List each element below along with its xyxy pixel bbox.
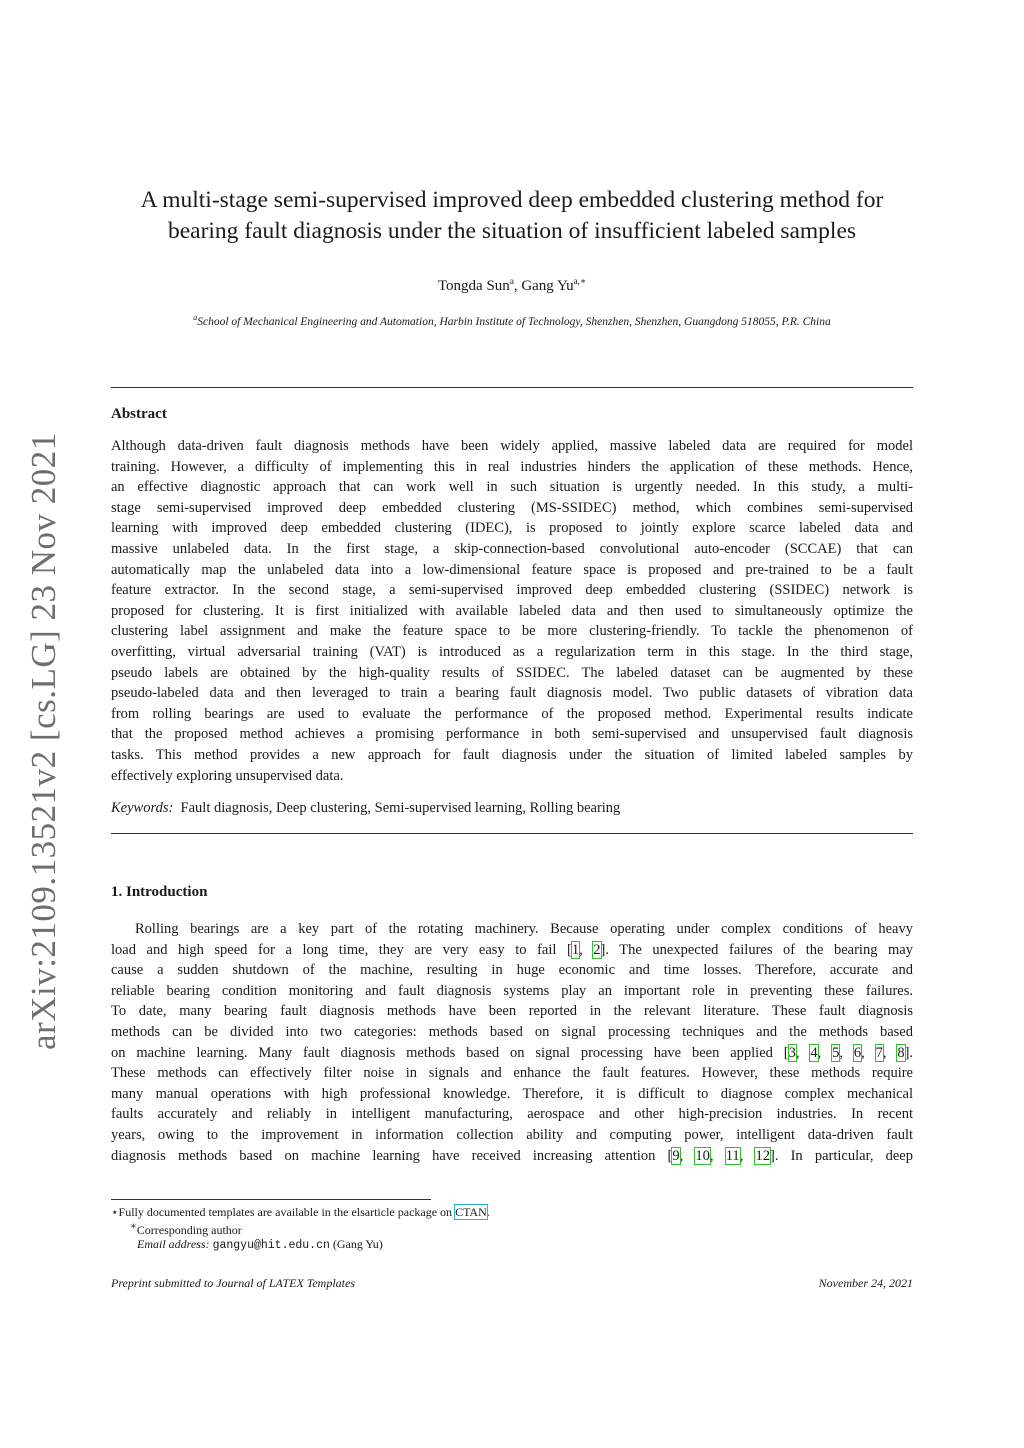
citation-3[interactable]: 3 bbox=[788, 1044, 796, 1061]
abstract-top-rule bbox=[111, 387, 913, 388]
abstract-line: clustering label assignment and make the feature space to be more clustering-friendly. To tackle the phenomenon of bbox=[111, 623, 913, 640]
abstract-heading: Abstract bbox=[111, 406, 167, 422]
intro-line-9: many manual operations with high professional knowledge. Therefore, it is difficult to diagnose complex mechanical bbox=[111, 1085, 913, 1102]
footnote-asterisk-mark: ∗ bbox=[130, 1221, 137, 1232]
intro-line-12: diagnosis methods based on machine learning have received increasing attention [9, 10, 11, 12]. In particular, deep bbox=[111, 1147, 913, 1164]
citation-12[interactable]: 12 bbox=[755, 1147, 770, 1164]
abstract-line: pseudo labels are obtained by the high-quality results of SSIDEC. The labeled dataset can be augmented by these bbox=[111, 664, 913, 681]
intro-line-6: methods can be divided into two categories: methods based on signal processing techniques and the methods based bbox=[111, 1023, 913, 1040]
citation-10[interactable]: 10 bbox=[695, 1147, 710, 1164]
abstract-line: an effective diagnostic approach that can work well in such situation is urgently needed. In this study, a multi- bbox=[111, 479, 913, 496]
footnote-rule bbox=[111, 1199, 431, 1200]
introduction-body bbox=[111, 919, 913, 1166]
abstract-line: feature extractor. In the second stage, a semi-supervised improved deep embedded clustering (SSIDEC) network is bbox=[111, 582, 913, 599]
intro-line-7: on machine learning. Many fault diagnosis methods based on signal processing have been applied [3, 4, 5, 6, 7, 8]. bbox=[111, 1044, 914, 1061]
abstract-line: pseudo-labeled data and then leveraged to train a bearing fault diagnosis model. Two public datasets of vibration data bbox=[111, 685, 913, 702]
citation-7[interactable]: 7 bbox=[875, 1044, 883, 1061]
author-separator: , bbox=[513, 278, 522, 294]
abstract-line: that the proposed method achieves a promising performance in both semi-supervised and unsupervised fault diagnosis bbox=[111, 726, 913, 743]
footer-date: November 24, 2021 bbox=[818, 1276, 913, 1290]
arxiv-identifier: arXiv:2109.13521v2 [cs.LG] 23 Nov 2021 bbox=[24, 432, 63, 1050]
affiliation bbox=[0, 313, 1024, 328]
intro-line-8: These methods can effectively filter noise in signals and enhance the fault features. However, these methods require bbox=[111, 1065, 913, 1082]
email-owner: (Gang Yu) bbox=[332, 1237, 383, 1251]
author-1: Tongda Sun bbox=[437, 278, 510, 294]
footnote-corresponding bbox=[130, 1221, 242, 1238]
citation-6[interactable]: 6 bbox=[853, 1044, 862, 1061]
abstract-body bbox=[111, 436, 913, 786]
abstract-line: training. However, a difficulty of implementing this in real industries hinders the application of these methods. Hence, bbox=[111, 458, 913, 475]
author-list bbox=[0, 276, 1024, 295]
email-label: Email address: bbox=[137, 1237, 210, 1251]
citation-11[interactable]: 11 bbox=[725, 1147, 740, 1164]
abstract-line: Although data-driven fault diagnosis methods have been widely applied, massive labeled data are required for model bbox=[111, 438, 913, 454]
abstract-bottom-rule bbox=[111, 833, 913, 834]
citation-8[interactable]: 8 bbox=[897, 1044, 905, 1061]
intro-line-3: cause a sudden shutdown of the machine, resulting in huge economic and time losses. Therefore, accurate and bbox=[111, 962, 913, 979]
title-line-1: A multi-stage semi-supervised improved deep embedded clustering method for bbox=[140, 187, 884, 213]
citation-2[interactable]: 2 bbox=[593, 941, 601, 958]
paper-title bbox=[0, 185, 1024, 247]
keywords bbox=[111, 800, 620, 817]
intro-line-1: Rolling bearings are a key part of the rotating machinery. Because operating under complex conditions of heavy bbox=[135, 921, 913, 937]
keywords-text: Fault diagnosis, Deep clustering, Semi-supervised learning, Rolling bearing bbox=[180, 800, 621, 816]
abstract-line: proposed for clustering. It is first initialized with available labeled data and then used to simultaneously optimize the bbox=[111, 602, 913, 619]
abstract-line: learning with improved deep embedded clustering (IDEC), is proposed to jointly explore scarce labeled data and bbox=[111, 520, 913, 537]
ctan-link[interactable]: CTAN bbox=[455, 1205, 487, 1219]
footnote-corresponding-text: Corresponding author bbox=[136, 1223, 242, 1237]
author-2-affil-mark: a,∗ bbox=[573, 276, 587, 286]
footnote-templates-text: Fully documented templates are available in the elsarticle package on bbox=[118, 1205, 456, 1219]
intro-line-4: reliable bearing condition monitoring and fault diagnosis systems play an important role in preventing these failures. bbox=[111, 982, 913, 999]
intro-line-5: To date, many bearing fault diagnosis methods have been reported in the relevant literature. These fault diagnosis bbox=[111, 1003, 913, 1020]
intro-line-11: years, owing to the improvement in information collection ability and computing power, intelligent data-driven fault bbox=[111, 1126, 913, 1143]
abstract-line: massive unlabeled data. In the first stage, a skip-connection-based convolutional auto-encoder (SCCAE) that can bbox=[111, 540, 913, 557]
abstract-line: from rolling bearings are used to evaluate the performance of the proposed method. Experimental results indicate bbox=[111, 705, 913, 722]
author-1-affil-mark: a bbox=[509, 276, 514, 286]
abstract-line: overfitting, virtual adversarial training (VAT) is introduced as a regularization term in this stage. In the third stage, bbox=[111, 643, 913, 660]
footer-left: Preprint submitted to Journal of LATEX Templates bbox=[111, 1276, 356, 1290]
title-line-2: bearing fault diagnosis under the situation of insufficient labeled samples bbox=[167, 218, 857, 244]
citation-1[interactable]: 1 bbox=[571, 941, 580, 958]
affiliation-mark: a bbox=[193, 313, 198, 322]
abstract-line: automatically map the unlabeled data into a low-dimensional feature space is proposed and pre-trained to be a fault bbox=[111, 561, 913, 578]
affiliation-text: School of Mechanical Engineering and Automation, Harbin Institute of Technology, Shenzhen, Shenzhen, Guangdong 518055, P.R. China bbox=[197, 315, 831, 328]
intro-line-10: faults accurately and reliably in intelligent manufacturing, aerospace and other high-precision industries. In recent bbox=[111, 1106, 913, 1123]
abstract-line: effectively exploring unsupervised data. bbox=[111, 767, 344, 784]
abstract-line: stage semi-supervised improved deep embedded clustering (MS-SSIDEC) method, which combines semi-supervised bbox=[111, 499, 913, 516]
section-heading-introduction: 1. Introduction bbox=[111, 884, 208, 900]
citation-4[interactable]: 4 bbox=[810, 1044, 818, 1061]
email-address[interactable]: gangyu@hit.edu.cn bbox=[212, 1239, 330, 1252]
intro-line-2: load and high speed for a long time, they are very easy to fail [1, 2]. The unexpected failures of the bearing may bbox=[111, 941, 913, 958]
keywords-label: Keywords: bbox=[111, 800, 174, 816]
citation-9[interactable]: 9 bbox=[672, 1147, 680, 1164]
citation-5[interactable]: 5 bbox=[832, 1044, 840, 1061]
footnote-star-mark: ⋆ bbox=[111, 1205, 119, 1219]
author-2: Gang Yu bbox=[521, 278, 574, 294]
footnote-email bbox=[137, 1237, 383, 1252]
footnote-templates: ⋆Fully documented templates are available in the elsarticle package on CTAN. bbox=[111, 1205, 490, 1219]
abstract-line: tasks. This method provides a new approach for fault diagnosis under the situation of limited labeled samples by bbox=[111, 746, 913, 763]
